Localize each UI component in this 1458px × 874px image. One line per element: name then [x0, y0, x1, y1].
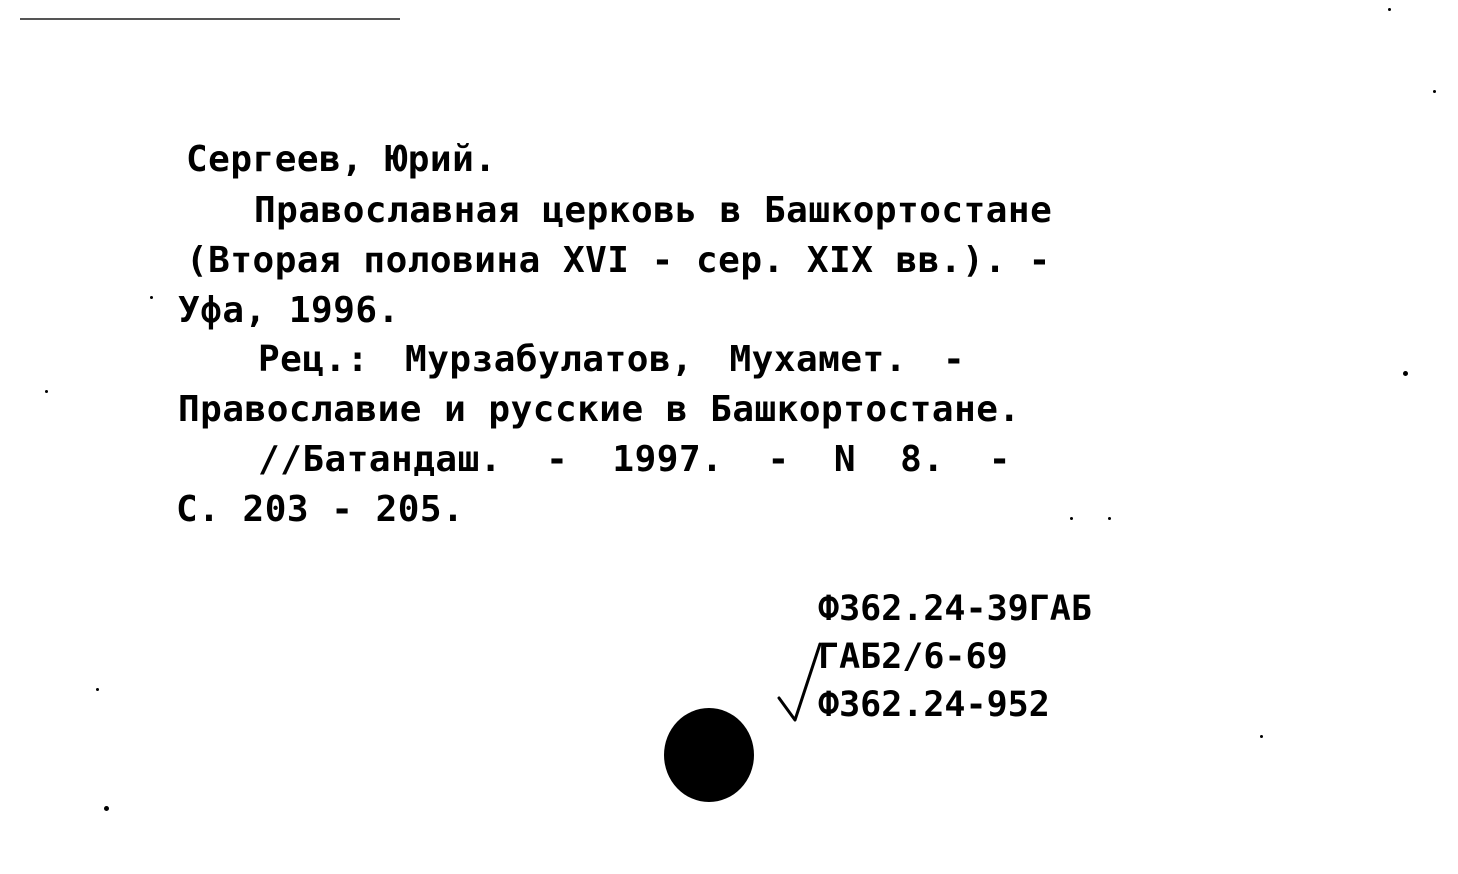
speck — [1388, 8, 1391, 11]
speck — [150, 296, 153, 299]
source-line-2: С. 203 - 205. — [176, 489, 465, 530]
source-line-1: //Батандаш. - 1997. - N 8. - — [258, 439, 1011, 480]
check-mark-icon — [776, 640, 836, 724]
speck — [45, 390, 48, 393]
speck — [1108, 517, 1111, 520]
top-edge-mark — [20, 18, 400, 20]
speck — [1070, 517, 1073, 520]
imprint: Уфа, 1996. — [178, 290, 400, 331]
review-line-2: Православие и русские в Башкортостане. — [178, 389, 1021, 430]
speck — [1403, 371, 1408, 376]
classification-code-3: Ф362.24-952 — [818, 685, 1050, 725]
author-name: Сергеев, Юрий. — [186, 139, 497, 180]
title-line-1: Православная церковь в Башкортостане — [254, 190, 1053, 231]
speck — [1433, 90, 1436, 93]
classification-code-1: Ф362.24-39ГАБ — [818, 589, 1092, 629]
speck — [96, 688, 99, 691]
speck — [1260, 735, 1263, 738]
classification-code-2: ГАБ2/6-69 — [818, 637, 1008, 677]
review-line-1: Рец.: Мурзабулатов, Мухамет. - — [258, 339, 966, 380]
punch-hole — [664, 708, 754, 802]
title-line-2: (Вторая половина XVI - сер. XIX вв.). - — [186, 240, 1051, 281]
speck — [104, 806, 109, 811]
